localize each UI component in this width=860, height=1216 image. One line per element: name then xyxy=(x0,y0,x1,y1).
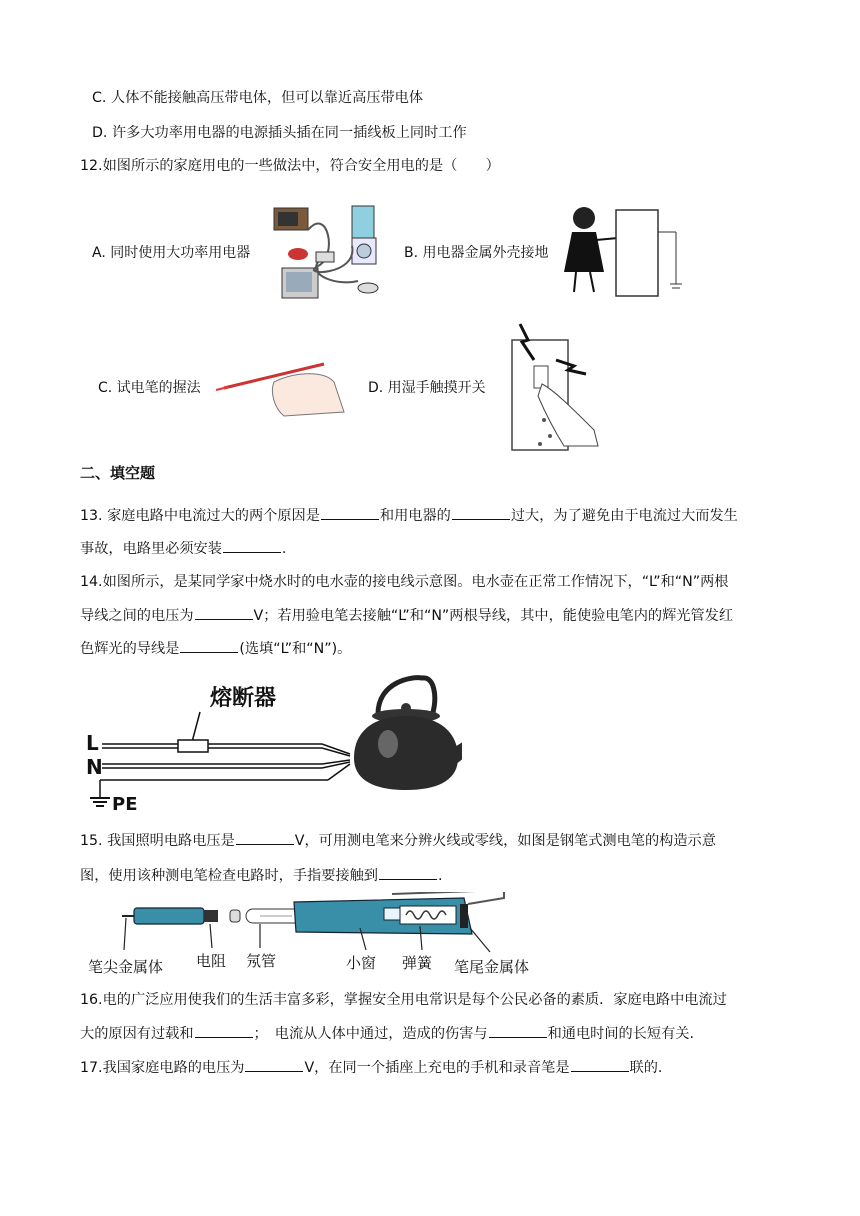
q12-option-d-label: D. 用湿手触摸开关 xyxy=(368,380,486,396)
section-title: 二、填空题 xyxy=(80,464,156,482)
q13-text-2: 和用电器的 xyxy=(379,508,451,524)
label-spring: 弹簧 xyxy=(402,954,433,972)
q15-text-2: V，可用测电笔来分辨火线或零线，如图是钢笔式测电笔的构造示意 xyxy=(294,833,716,849)
q14-blank-1[interactable] xyxy=(195,605,253,620)
q12-option-a: A. 同时使用大功率用电器 xyxy=(92,245,251,261)
label-pen-tip-metal: 笔尖金属体 xyxy=(88,958,164,976)
q14-text-4: 色辉光的导线是 xyxy=(80,641,180,657)
q13-line-2 xyxy=(80,538,286,559)
q15-blank-2[interactable] xyxy=(379,865,437,880)
q13-text-5: . xyxy=(281,541,287,557)
q13-blank-2[interactable] xyxy=(452,505,510,520)
label-neon-tube: 氖管 xyxy=(246,952,277,970)
q16-text-4: 和通电时间的长短有关. xyxy=(547,1026,694,1042)
q17-blank-2[interactable] xyxy=(571,1057,629,1072)
q16-blank-2[interactable] xyxy=(489,1023,547,1038)
pen-tip-body xyxy=(134,908,204,924)
q12-grounding-image xyxy=(560,202,688,298)
q15-test-pen-diagram xyxy=(84,892,548,980)
q14-text-3: V；若用验电笔去接触“L”和“N”两根导线，其中，能使验电笔内的辉光管发红 xyxy=(253,608,734,624)
q17-text-3: 联的. xyxy=(629,1060,663,1076)
q13-text-1: 13. 家庭电路中电流过大的两个原因是 xyxy=(80,508,320,524)
q16-text-3: ； 电流从人体中通过，造成的伤害与 xyxy=(253,1026,488,1042)
fuse-label: 熔断器 xyxy=(210,686,277,711)
q16-text-2: 大的原因有过载和 xyxy=(80,1026,194,1042)
q15-text-3: 图，使用该种测电笔检查电路时，手指要接触到 xyxy=(80,868,378,884)
q15-text-4: . xyxy=(437,868,443,884)
q14-text-5: (选填“L”和“N”)。 xyxy=(239,641,352,657)
q14-text-2: 导线之间的电压为 xyxy=(80,608,194,624)
label-small-window: 小窗 xyxy=(346,954,377,972)
q11-option-d: D. 许多大功率用电器的电源插头插在同一插线板上同时工作 xyxy=(92,125,467,141)
live-wire-label: L xyxy=(86,731,99,755)
ground-label: PE xyxy=(112,794,138,815)
q13-text-4: 事故，电路里必须安装 xyxy=(80,541,222,557)
q13-blank-3[interactable] xyxy=(223,538,281,553)
q14-line-3 xyxy=(80,638,351,659)
q12-wet-hand-switch-image xyxy=(494,320,606,456)
q17-text-2: V，在同一个插座上充电的手机和录音笔是 xyxy=(304,1060,570,1076)
label-resistor: 电阻 xyxy=(196,952,227,970)
q12-test-pen-image xyxy=(214,352,350,422)
q12-appliances-image xyxy=(268,196,396,308)
q17-line-1 xyxy=(80,1057,662,1078)
fuse-symbol xyxy=(178,740,208,752)
q14-line-1: 14.如图所示，是某同学家中烧水时的电水壶的接电线示意图。电水壶在正常工作情况下，“L”和“N”两根 xyxy=(80,574,729,590)
q13-blank-1[interactable] xyxy=(321,505,379,520)
q17-text-1: 17.我国家庭电路的电压为 xyxy=(80,1060,245,1076)
q15-text-1: 15. 我国照明电路电压是 xyxy=(80,833,235,849)
q12-option-c-label: C. 试电笔的握法 xyxy=(98,380,201,396)
q15-line-2 xyxy=(80,865,442,886)
q14-blank-2[interactable] xyxy=(180,638,238,653)
q12-stem: 12.如图所示的家庭用电的一些做法中，符合安全用电的是（ ） xyxy=(80,158,500,174)
q12-option-b: B. 用电器金属外壳接地 xyxy=(404,245,549,261)
q11-option-c: C. 人体不能接触高压带电体，但可以靠近高压带电体 xyxy=(92,90,424,106)
label-pen-tail-metal: 笔尾金属体 xyxy=(454,958,530,976)
neutral-wire-label: N xyxy=(86,755,103,779)
q15-line-1 xyxy=(80,830,716,851)
q16-line-2 xyxy=(80,1023,694,1044)
q15-blank-1[interactable] xyxy=(236,830,294,845)
q14-line-2 xyxy=(80,605,733,626)
q17-blank-1[interactable] xyxy=(245,1057,303,1072)
q13-text-3: 过大，为了避免由于电流过大而发生 xyxy=(510,508,738,524)
q13-line-1 xyxy=(80,505,738,526)
q14-kettle-wiring-diagram xyxy=(82,672,462,817)
q16-line-1: 16.电的广泛应用使我们的生活丰富多彩，掌握安全用电常识是每个公民必备的素质．家庭电路中电流过 xyxy=(80,992,727,1008)
q16-blank-1[interactable] xyxy=(195,1023,253,1038)
kettle-image xyxy=(354,678,462,790)
